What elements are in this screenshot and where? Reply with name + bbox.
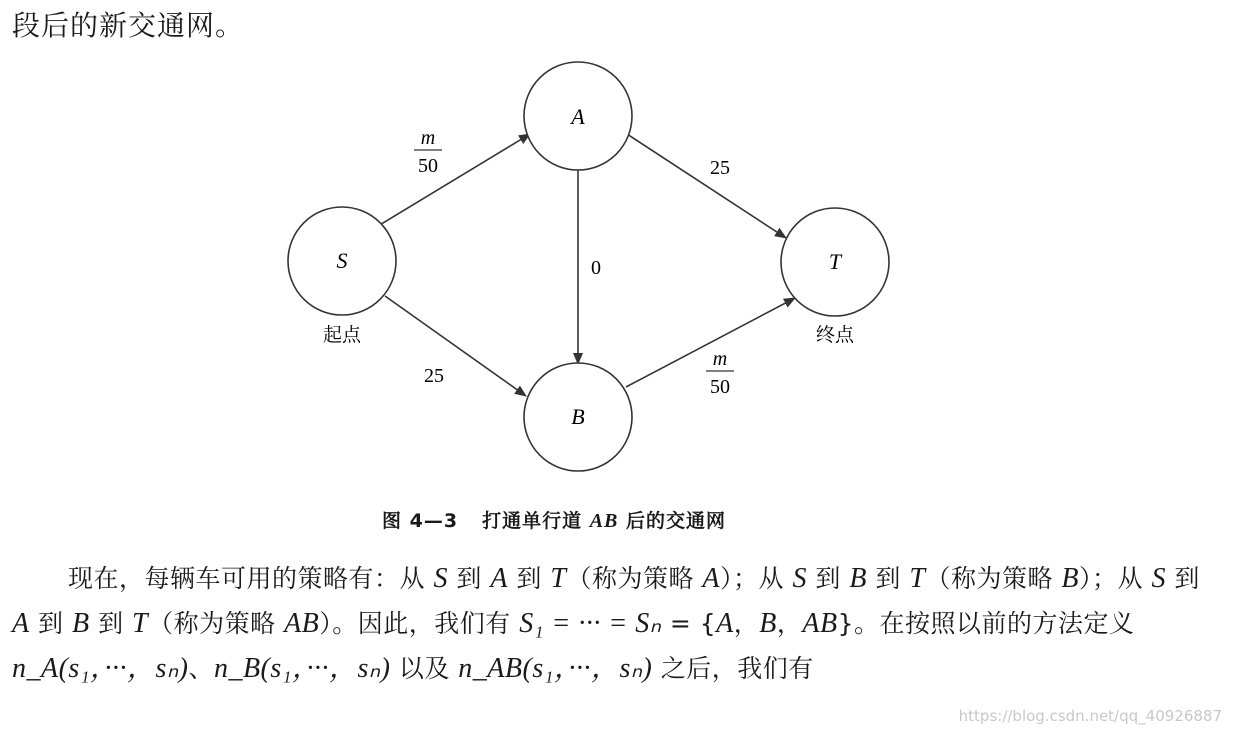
edge-s-a-cost: [414, 127, 442, 177]
math-var: S: [792, 563, 807, 594]
top-text: 段后的新交通网。: [12, 9, 245, 42]
math-var: B: [849, 563, 867, 594]
body-paragraph: [12, 556, 1207, 691]
para-text: ）；从: [720, 564, 793, 593]
edge-a-t: [627, 134, 786, 238]
para-text: ，: [733, 609, 760, 638]
edge-b-t: [626, 298, 795, 387]
para-text: （称为策略: [925, 564, 1062, 593]
para-text: 之后，我们有: [652, 654, 814, 683]
para-text: 到: [866, 564, 910, 593]
edge-b-t-cost: [706, 348, 734, 398]
edge-a-b-cost: 0: [591, 257, 601, 279]
node-b-label: B: [571, 404, 585, 429]
math-var: B: [759, 608, 777, 639]
node-s-label: S: [336, 248, 348, 273]
para-text: 到: [1165, 564, 1200, 593]
math-var: A: [716, 608, 734, 639]
math-var: S₁ = ··· = Sₙ: [519, 608, 662, 639]
para-text: 到: [89, 609, 133, 638]
math-var: A: [12, 608, 30, 639]
para-text: ，: [776, 609, 803, 638]
para-text: 以及: [390, 654, 459, 683]
caption-italic: AB: [589, 510, 619, 532]
fraction-denominator: 50: [710, 376, 730, 398]
math-var: S: [1151, 563, 1166, 594]
figure-number: 图 4—3: [382, 510, 459, 532]
para-text: 、: [188, 654, 214, 683]
para-text: （称为策略: [148, 609, 285, 638]
edge-s-b: [385, 296, 526, 396]
para-text: ）；从: [1079, 564, 1152, 593]
node-b: [524, 363, 632, 471]
para-text: 到: [507, 564, 551, 593]
para-text: }。在按照以前的方法定义: [837, 609, 1135, 638]
math-var: B: [72, 608, 90, 639]
math-expr: n_B(s₁，···，sₙ): [213, 653, 391, 684]
fraction-numerator: m: [420, 127, 436, 149]
edge-s-b-cost: 25: [424, 365, 444, 387]
para-text: 到: [447, 564, 491, 593]
fraction-denominator: 50: [418, 155, 438, 177]
para-text: 到: [806, 564, 850, 593]
math-var: B: [1061, 563, 1080, 594]
caption-text-before: 打通单行道: [482, 510, 583, 532]
math-expr: n_A(s₁，···，sₙ): [12, 653, 189, 684]
node-a: [524, 62, 632, 170]
math-var: T: [909, 563, 926, 594]
node-a-label: A: [571, 104, 585, 129]
end-label: 终点: [815, 324, 855, 346]
watermark-url: https://blog.csdn.net/qq_40926887: [958, 707, 1222, 725]
node-s: [288, 207, 396, 346]
node-t-label: T: [828, 249, 842, 274]
node-t: [781, 208, 889, 346]
caption-text-after: 后的交通网: [626, 510, 727, 532]
edge-s-a: [378, 134, 530, 226]
math-var: A: [702, 563, 721, 594]
math-var: A: [490, 563, 508, 594]
math-expr: n_AB(s₁，···，sₙ): [458, 653, 653, 684]
math-var: AB: [284, 608, 320, 639]
math-var: T: [550, 563, 567, 594]
para-text: 现在，每辆车可用的策略有：从: [68, 564, 434, 593]
edge-a-t-cost: 25: [710, 157, 730, 179]
para-text: = {: [661, 609, 717, 638]
start-label: 起点: [322, 324, 362, 346]
math-var: AB: [802, 608, 838, 639]
figure-caption: [382, 506, 726, 533]
para-text: （称为策略: [566, 564, 703, 593]
para-text: 到: [29, 609, 73, 638]
math-var: S: [433, 563, 448, 594]
math-var: T: [132, 608, 149, 639]
para-text: ）。因此，我们有: [319, 609, 520, 638]
fraction-numerator: m: [712, 348, 728, 370]
